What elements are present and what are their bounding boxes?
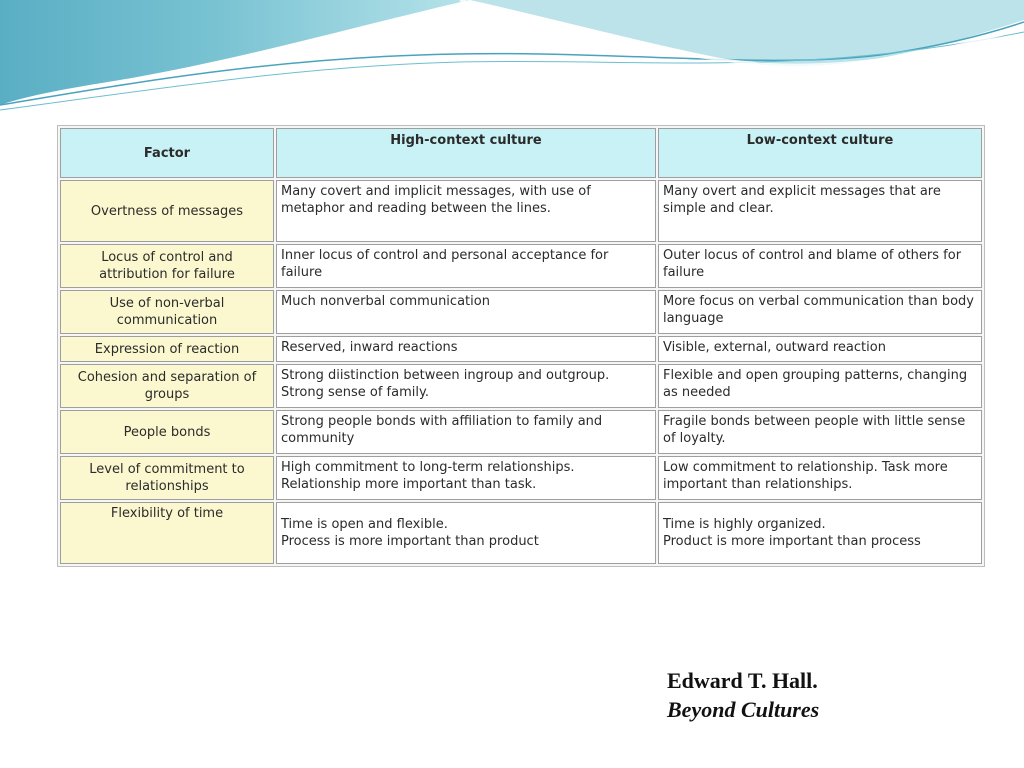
citation-book-title: Beyond Cultures xyxy=(667,697,820,722)
low-context-cell: Outer locus of control and blame of others for failure xyxy=(658,244,982,288)
factor-cell: Cohesion and separation of groups xyxy=(60,364,274,408)
factor-cell: Expression of reaction xyxy=(60,336,274,362)
high-context-cell: Reserved, inward reactions xyxy=(276,336,656,362)
table-row xyxy=(60,364,982,408)
table-header-row xyxy=(60,128,982,178)
high-context-cell xyxy=(276,502,656,564)
low-context-cell: Many overt and explicit messages that are simple and clear. xyxy=(658,180,982,242)
low-context-line: Product is more important than process xyxy=(663,534,921,549)
low-context-cell: Fragile bonds between people with little sense of loyalty. xyxy=(658,410,982,454)
table-row xyxy=(60,290,982,334)
low-context-cell xyxy=(658,502,982,564)
low-context-line: Time is highly organized. xyxy=(663,517,826,532)
high-context-cell: Many covert and implicit messages, with use of metaphor and reading between the lines. xyxy=(276,180,656,242)
low-context-cell: More focus on verbal communication than body language xyxy=(658,290,982,334)
header-high-context: High-context culture xyxy=(276,128,656,178)
high-context-line: Process is more important than product xyxy=(281,534,539,549)
high-context-cell: Inner locus of control and personal acceptance for failure xyxy=(276,244,656,288)
header-low-context: Low-context culture xyxy=(658,128,982,178)
citation-author: Edward T. Hall. xyxy=(667,668,818,693)
high-context-cell: Strong people bonds with affiliation to family and community xyxy=(276,410,656,454)
low-context-cell: Flexible and open grouping patterns, changing as needed xyxy=(658,364,982,408)
table-row xyxy=(60,502,982,564)
table-row xyxy=(60,336,982,362)
table-row xyxy=(60,410,982,454)
low-context-cell: Visible, external, outward reaction xyxy=(658,336,982,362)
factor-cell: People bonds xyxy=(60,410,274,454)
table-row xyxy=(60,180,982,242)
factor-cell: Flexibility of time xyxy=(60,502,274,564)
factor-cell: Use of non-verbal communication xyxy=(60,290,274,334)
low-context-cell: Low commitment to relationship. Task more important than relationships. xyxy=(658,456,982,500)
high-context-cell: High commitment to long-term relationships. Relationship more important than task. xyxy=(276,456,656,500)
high-context-cell: Strong diistinction between ingroup and outgroup. Strong sense of family. xyxy=(276,364,656,408)
table-row xyxy=(60,456,982,500)
high-context-line: Time is open and flexible. xyxy=(281,517,448,532)
factor-cell: Locus of control and attribution for failure xyxy=(60,244,274,288)
context-culture-comparison-table xyxy=(58,126,984,566)
comparison-table-frame xyxy=(58,126,984,566)
factor-cell: Level of commitment to relationships xyxy=(60,456,274,500)
high-context-cell: Much nonverbal communication xyxy=(276,290,656,334)
header-factor: Factor xyxy=(60,128,274,178)
source-citation xyxy=(667,666,819,724)
table-row xyxy=(60,244,982,288)
factor-cell: Overtness of messages xyxy=(60,180,274,242)
decorative-wave-banner xyxy=(0,0,1024,130)
